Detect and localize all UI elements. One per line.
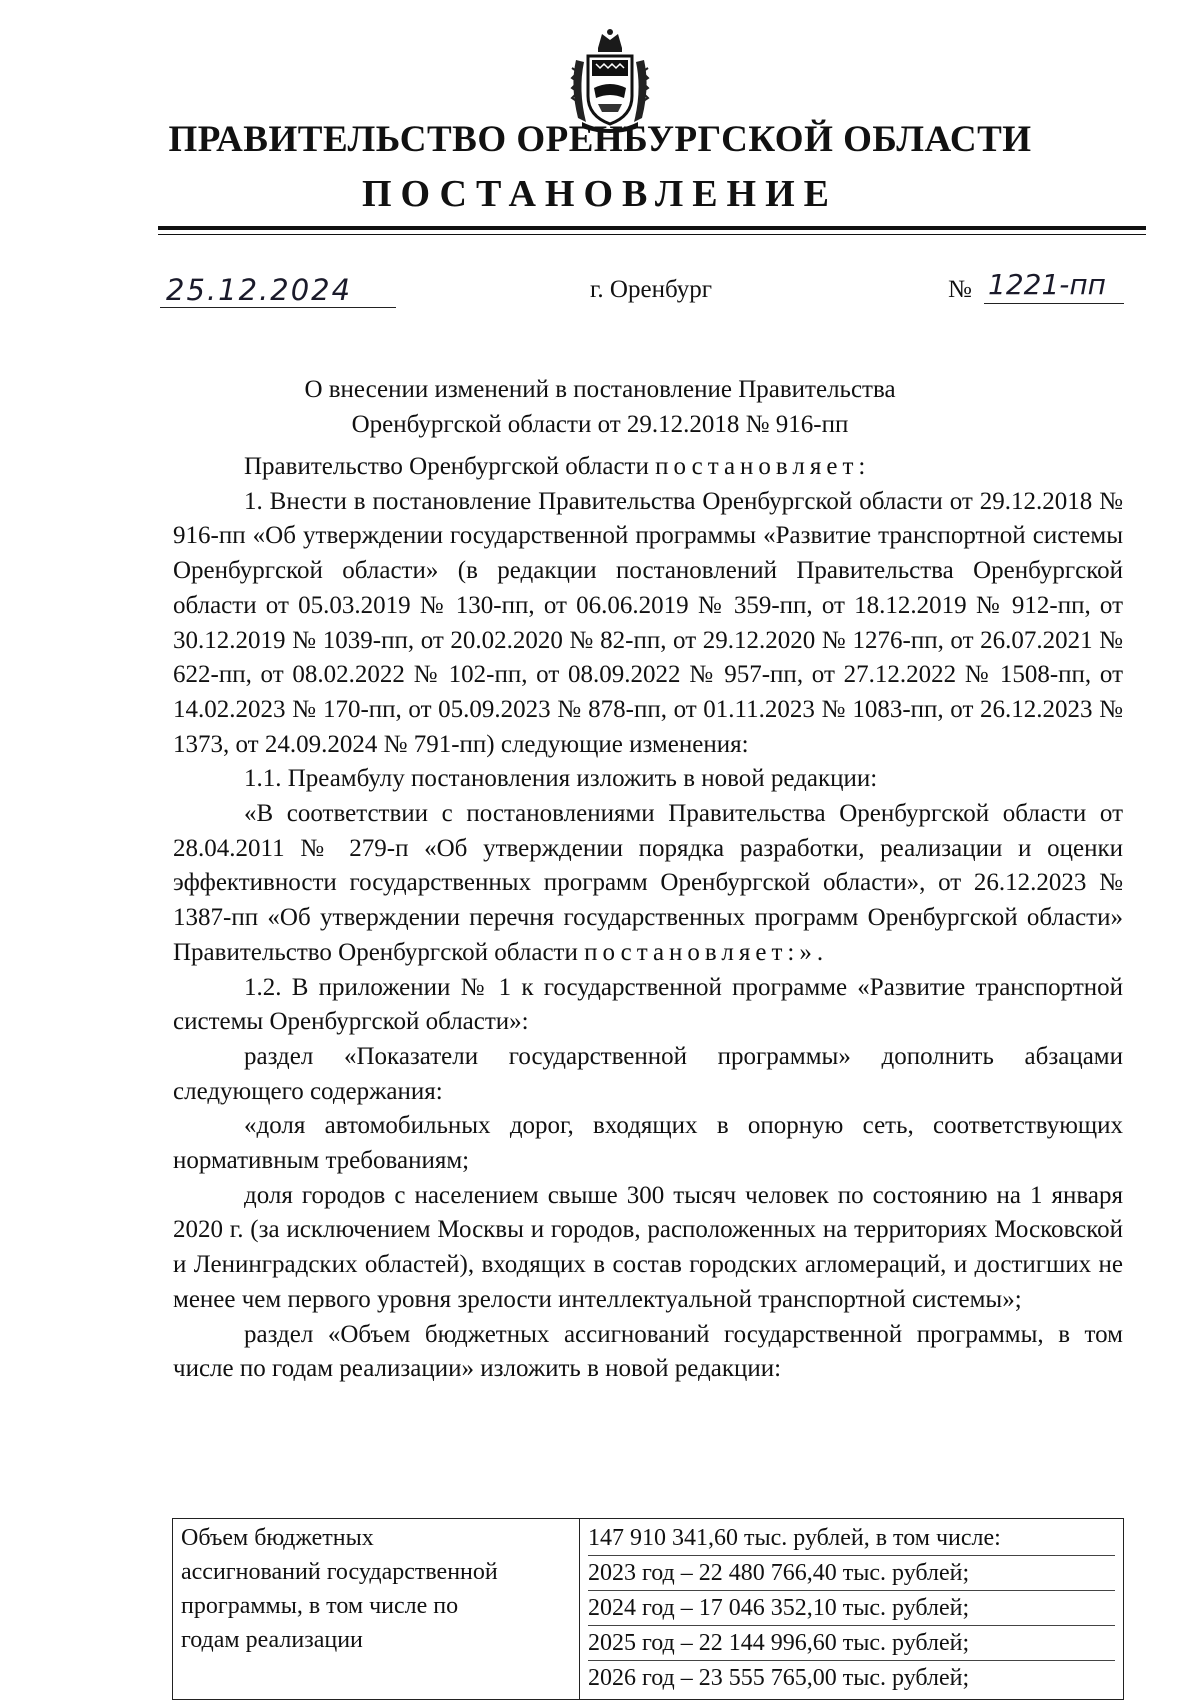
table-label-line: годам реализации bbox=[181, 1627, 363, 1653]
document-number-sign: № bbox=[948, 276, 972, 303]
body-intro: Правительство Оренбургской области постановляет: bbox=[244, 453, 871, 480]
table-value-line: 2023 год – 22 480 766,40 тыс. рублей; bbox=[588, 1556, 1115, 1591]
body-paragraph-1-2: 1.2. В приложении № 1 к государственной программе «Развитие транспортной системы Оренбургской области»: bbox=[173, 973, 1123, 1036]
body-paragraph-1-2-b: «доля автомобильных дорог, входящих в опорную сеть, соответствующих нормативным требованиям; bbox=[173, 1112, 1123, 1175]
table-label-line: ассигнований государственной bbox=[181, 1559, 498, 1585]
table-label-line: Объем бюджетных bbox=[181, 1525, 374, 1551]
subject-line-1: О внесении изменений в постановление Правительства bbox=[304, 376, 896, 403]
document-number: 1221-пп bbox=[984, 268, 1124, 304]
table-value-line: 147 910 341,60 тыс. рублей, в том числе: bbox=[588, 1521, 1115, 1556]
government-title: ПРАВИТЕЛЬСТВО ОРЕНБУРГСКОЙ ОБЛАСТИ bbox=[168, 119, 1032, 160]
document-city: г. Оренбург bbox=[590, 276, 712, 303]
body-paragraph-1-1-quote: «В соответствии с постановлениями Правительства Оренбургской области от 28.04.2011 № 279-п «Об утверждении порядка разработки, реализации и оценки эффективности государственных программ Оренбургской области», от 26.12.2023 № 1387-пп «Об утверждении перечня государственных программ Оренбургской области» Правительство Оренбургской области постановляет:». bbox=[173, 800, 1123, 966]
body-paragraph-1-2-c: доля городов с населением свыше 300 тысяч человек по состоянию на 1 января 2020 г. (за исключением Москвы и городов, расположенных на территориях Московской и Ленинградских областей), входящих в состав городских агломераций, и достигших не менее чем первого уровня зрелости интеллектуальной транспортной системы»; bbox=[173, 1181, 1123, 1313]
table-value-line: 2025 год – 22 144 996,60 тыс. рублей; bbox=[588, 1626, 1115, 1661]
table-row bbox=[173, 1519, 1124, 1700]
header-divider-thin bbox=[158, 234, 1146, 235]
header-divider-thick bbox=[158, 226, 1146, 230]
table-value-cell bbox=[580, 1519, 1124, 1700]
document-type-heading: ПОСТАНОВЛЕНИЕ bbox=[361, 173, 839, 215]
table-value-line: 2024 год – 17 046 352,10 тыс. рублей; bbox=[588, 1591, 1115, 1626]
body-paragraph-1-1: 1.1. Преамбулу постановления изложить в новой редакции: bbox=[244, 765, 878, 793]
subject-line-2: Оренбургской области от 29.12.2018 № 916-пп bbox=[351, 411, 849, 438]
table-value-line: 2026 год – 23 555 765,00 тыс. рублей; bbox=[588, 1665, 970, 1691]
body-paragraph-1: 1. Внести в постановление Правительства Оренбургской области от 29.12.2018 № 916-пп «Об утверждении государственной программы «Развитие транспортной системы Оренбургской области» (в редакции постановлений Правительства Оренбургской области от 05.03.2019 № 130-пп, от 06.06.2019 № 359-пп, от 18.12.2019 № 912-пп, от 30.12.2019 № 1039-пп, от 20.02.2020 № 82-пп, от 29.12.2020 № 1276-пп, от 26.07.2021 № 622-пп, от 08.02.2022 № 102-пп, от 08.09.2022 № 957-пп, от 27.12.2022 № 1508-пп, от 14.02.2023 № 170-пп, от 05.09.2023 № 878-пп, от 01.11.2023 № 1083-пп, от 26.12.2023 № 1373, от 24.09.2024 № 791-пп) следующие изменения: bbox=[173, 487, 1123, 758]
body-paragraph-1-2-d: раздел «Объем бюджетных ассигнований государственной программы, в том числе по годам реализации» изложить в новой редакции: bbox=[173, 1320, 1123, 1383]
body-paragraph-1-2-a: раздел «Показатели государственной программы» дополнить абзацами следующего содержания: bbox=[173, 1042, 1123, 1105]
document-date: 25.12.2024 bbox=[160, 272, 396, 308]
table-label-cell bbox=[173, 1519, 580, 1700]
budget-table bbox=[172, 1518, 1124, 1700]
table-label-line: программы, в том числе по bbox=[181, 1593, 459, 1619]
document-subject bbox=[0, 372, 1200, 442]
document-body bbox=[173, 450, 1123, 1387]
